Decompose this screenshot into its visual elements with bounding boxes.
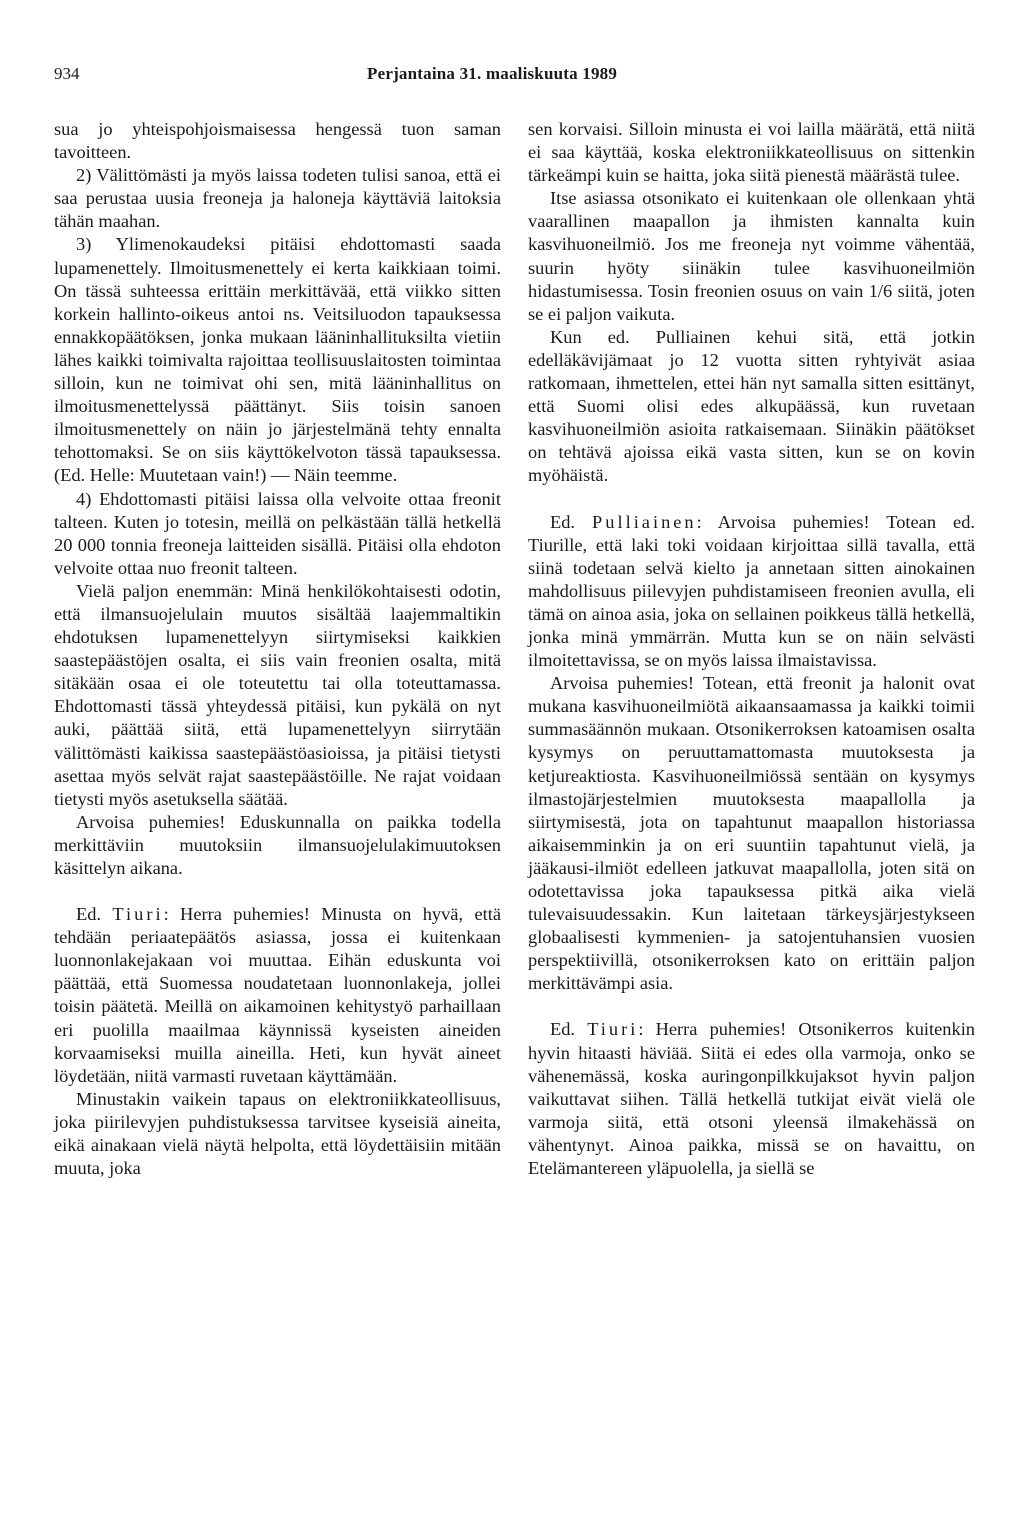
speaker-paragraph: [54, 903, 501, 1088]
speaker-paragraph: [528, 511, 975, 673]
paragraph: Vielä paljon enemmän: Minä henkilökohtaisesti odotin, että ilmansuojelulain muutos sisältää laajemmaltikin ehdotuksen lupamenettelyyn siirtymiseksi kaikkien saastepäästöjen osalta, ei siis vain freonien osalta, mitä sitäkään osaa ei ole toteutettu tai olla toteuttamassa. Ehdottomasti tässä yhteydessä pitäisi, kun pykälä on nyt auki, päättää siitä, että lupamenettelyyn siirrytään välittömästi kaikissa saastepäästöasioissa, ja pitäisi tietysti asettaa myös selvät rajat saastepäästöille. Ne rajat voidaan tietysti myös asetuksella säätää.: [54, 580, 501, 809]
paragraph: Arvoisa puhemies! Eduskunnalla on paikka todella merkittäviin muutoksiin ilmansuojelulakimuutoksen käsittelyn aikana.: [54, 811, 501, 878]
speaker-name: Tiuri: [112, 904, 164, 925]
paragraph: 4) Ehdottomasti pitäisi laissa olla velvoite ottaa freonit talteen. Kuten jo totesin, meillä on pelkästään tällä hetkellä 20 000 tonnia freoneja laitteiden sisällä. Pitäisi olla ehdoton velvoite ottaa nuo freonit talteen.: [54, 488, 501, 578]
paragraph: Arvoisa puhemies! Totean, että freonit ja halonit ovat mukana kasvihuoneilmiötä aikaansaamassa ja kaikki toimii summasäännön mukaan. Otsonikerroksen katoamisen osalta kysymys on peruuttamattomasta muutoksesta ja ketjureaktiosta. Kasvihuoneilmiössä sentään on kysymys ilmastojärjestelmien muutoksesta maapallolla ja siirtymisestä, jota on tapahtunut maapallon historiassa aikaisemminkin ja on eri suuntiin tapahtunut vielä, ja jääkausi-ilmiöt edelleen jatkuvat maapallolla, joten sitä on odotettavissa joka tapauksessa pitkä aika vielä tulevaisuudessakin. Kun laitetaan tärkeysjärjestykseen globaalisesti kymmenien- ja satojentuhansien vuosien perspektiivillä, otsonikerroksen kato on erittäin paljon merkittävämpi asia.: [528, 673, 975, 994]
speaker-paragraph: [528, 1018, 975, 1180]
speaker-prefix: Ed.: [550, 511, 593, 532]
paragraph: 3) Ylimenokaudeksi pitäisi ehdottomasti saada lupamenettely. Ilmoitusmenettely ei kerta kaikkiaan toimi. On tässä suhteessa erittäin merkittävää, että viikko sitten korkein hallinto-oikeus antoi ns. Veitsiluodon tapauksessa ennakkopäätöksen, jonka mukaan lääninhallituksilta vietiin lähes kaikki toimivalta rajoittaa teollisuuslaitosten toimintaa silloin, kun ne toimivat ohi sen, mitä lääninhallitus on ilmoitusmenettelyssä päättänyt. Siis toisin sanoen ilmoitusmenettely on näin jo järjestelmänä tehty ennalta tehottomaksi. Se on siis käyttökelvoton tässä tapauksessa. (Ed. Helle: Muutetaan vain!) — Näin teemme.: [54, 234, 501, 486]
paragraph: 2) Välittömästi ja myös laissa todeten tulisi sanoa, että ei saa perustaa uusia freoneja ja haloneja käyttäviä laitoksia tähän maahan.: [54, 165, 501, 232]
speaker-prefix: Ed.: [550, 1019, 588, 1040]
paragraph: Kun ed. Pulliainen kehui sitä, että jotkin edelläkävijämaat jo 12 vuotta sitten ryhtyivät asiaa ratkomaan, ihmettelen, ettei hän nyt samalla sitten esittänyt, että Suomi olisi edes alkupäässä, kun ruvetaan kasvihuoneilmiön asioita ratkaisemaan. Siinäkin päätökset on tehtävä ajoissa eikä vasta sitten, kun se on kovin myöhäistä.: [528, 326, 975, 486]
page-number: 934: [54, 64, 80, 83]
speaker-prefix: Ed.: [76, 904, 113, 925]
left-column: [54, 118, 501, 1180]
page-header: [54, 64, 984, 90]
paragraph: sen korvaisi. Silloin minusta ei voi lailla määrätä, että niitä ei saa käyttää, koska elektroniikkateollisuus on sittenkin tärkeämpi kuin se haitta, joka siitä pienestä määrästä tulee.: [528, 119, 975, 186]
paragraph: Itse asiassa otsonikato ei kuitenkaan ole ollenkaan yhtä vaarallinen maapallon ja ihmisten kannalta kuin kasvihuoneilmiö. Jos me freoneja nyt voimme vähentää, suurin hyöty siinäkin tulee kasvihuoneilmiön hidastumisessa. Tosin freonien osuus on vain 1/6 siitä, joten se ei paljon vaikuta.: [528, 188, 975, 324]
speaker-name: Tiuri: [587, 1019, 639, 1040]
speaker-name: Pulliainen: [592, 511, 697, 532]
paragraph: sua jo yhteispohjoismaisessa hengessä tuon saman tavoitteen.: [54, 119, 501, 163]
right-column: [528, 118, 975, 1180]
page-date: Perjantaina 31. maaliskuuta 1989: [367, 64, 618, 83]
paragraph: Minustakin vaikein tapaus on elektroniikkateollisuus, joka piirilevyjen puhdistuksessa tarvitsee kyseisiä aineita, eikä ainakaan vielä näytä helpolta, että löydettäisiin mitään muuta, joka: [54, 1088, 501, 1179]
speech-text: : Herra puhemies! Minusta on hyvä, että tehdään periaatepäätös asiassa, jossa ei kuitenkaan luonnonlakejakaan voi muuttaa. Eihän eduskunta voi päättää, että Suomessa noudatetaan luonnonlakeja, jollei toisin päätetä. Meillä on aikamoinen kehitystyö parhaillaan eri puolilla maailmaa käynnissä kyseisten aineiden korvaamiseksi muilla aineilla. Heti, kun hyvät aineet löydetään, niitä varmasti ruvetaan käyttämään.: [54, 904, 501, 1086]
speech-text: : Arvoisa puhemies! Totean ed. Tiurille, että laki toki voidaan kirjoittaa sillä tavalla, että siinä todetaan selvä kielto ja annetaan sitten ainokainen mahdollisuus piilevyjen puhdistamiseen freonien avulla, eli tämä on ainoa asia, joka on sellainen poikkeus tällä hetkellä, jonka minä ymmärrän. Mutta kun se on näin selvästi ilmoitettavissa, se on myös laissa ilmaistavissa.: [528, 511, 976, 671]
speech-text: : Herra puhemies! Otsonikerros kuitenkin hyvin hitaasti häviää. Siitä ei edes olla varmoja, onko se vähenemässä, koska auringonpilkkujaksot hyvin paljon vaikuttavat siihen. Tällä hetkellä tutkijat eivät vielä ole varmoja siitä, että otsoni yleensä ilmakehässä on vähentynyt. Ainoa paikka, missä se on havaittu, on Etelämantereen yläpuolella, ja siellä se: [528, 1019, 976, 1179]
